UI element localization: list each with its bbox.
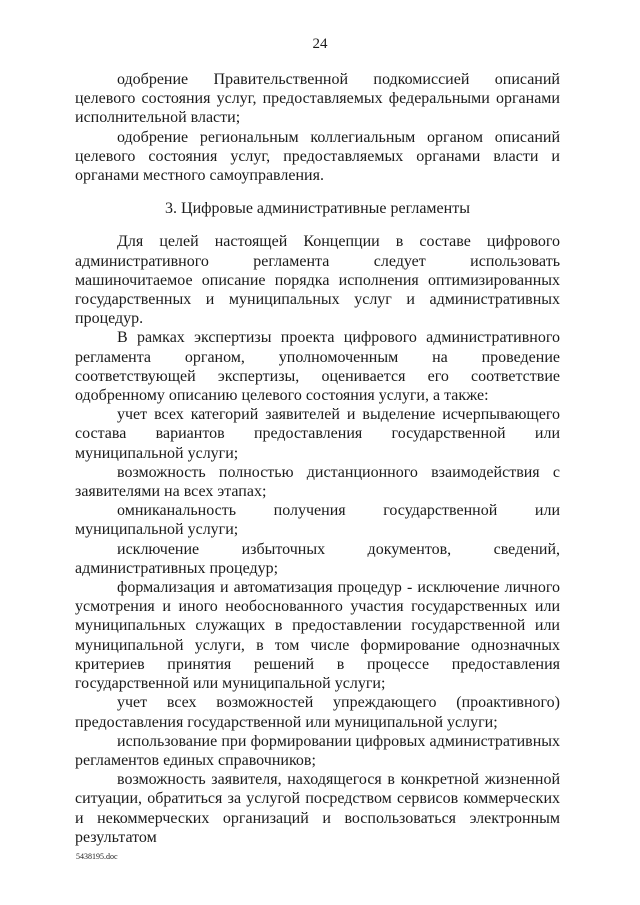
list-item-excess-documents: исключение избыточных документов, сведений, административных процедур; [75, 540, 560, 577]
paragraph-approval-regional: одобрение региональным коллегиальным органом описаний целевого состояния услуг, предоставляемых органами власти и органами местного самоуправления. [75, 128, 560, 185]
section-heading: 3. Цифровые административные регламенты [165, 200, 470, 218]
list-item-omnichannel: омниканальность получения государственной или муниципальной услуги; [75, 502, 560, 539]
footer-filename: 5438195.doc [76, 852, 118, 861]
list-item-unified-directories: использование при формировании цифровых административных регламентов единых справочников; [75, 732, 560, 769]
page-number: 24 [312, 36, 328, 52]
list-item-applicant-categories: учет всех категорий заявителей и выделение исчерпывающего состава вариантов предоставления государственной или муниципальной услуги; [75, 406, 560, 462]
list-item-remote-interaction: возможность полностью дистанционного взаимодействия с заявителями на всех этапах; [75, 463, 560, 501]
list-item-proactive: учет всех возможностей упреждающего (проактивного) предоставления государственной или муниципальной услуги; [75, 694, 560, 731]
paragraph-expertise: В рамках экспертизы проекта цифрового административного регламента органом, уполномоченным на проведение соответствующей экспертизы, оценивается его соответствие одобренному описанию целевого состояния услуги, а также: [75, 329, 560, 405]
paragraph-purpose: Для целей настоящей Концепции в составе цифрового административного регламента следует использовать машиночитаемое описание порядка исполнения оптимизированных государственных и муниципальных услуг и административных процедур. [75, 233, 560, 328]
paragraph-approval-federal: одобрение Правительственной подкомиссией описаний целевого состояния услуг, предоставляемых федеральными органами исполнительной власти; [75, 71, 560, 127]
document-body [75, 70, 560, 847]
list-item-formalization: формализация и автоматизация процедур - исключение личного усмотрения и иного необоснованного участия государственных или муниципальных служащих в предоставлении государственной или муниципальной услуги, в том числе формирование однозначных критериев принятия решений в процессе предоставления государственной или муниципальной услуги; [75, 579, 560, 693]
list-item-commercial-services: возможность заявителя, находящегося в конкретной жизненной ситуации, обратиться за услугой посредством сервисов коммерческих и некоммерческих организаций и воспользоваться электронным результатом [75, 771, 560, 846]
